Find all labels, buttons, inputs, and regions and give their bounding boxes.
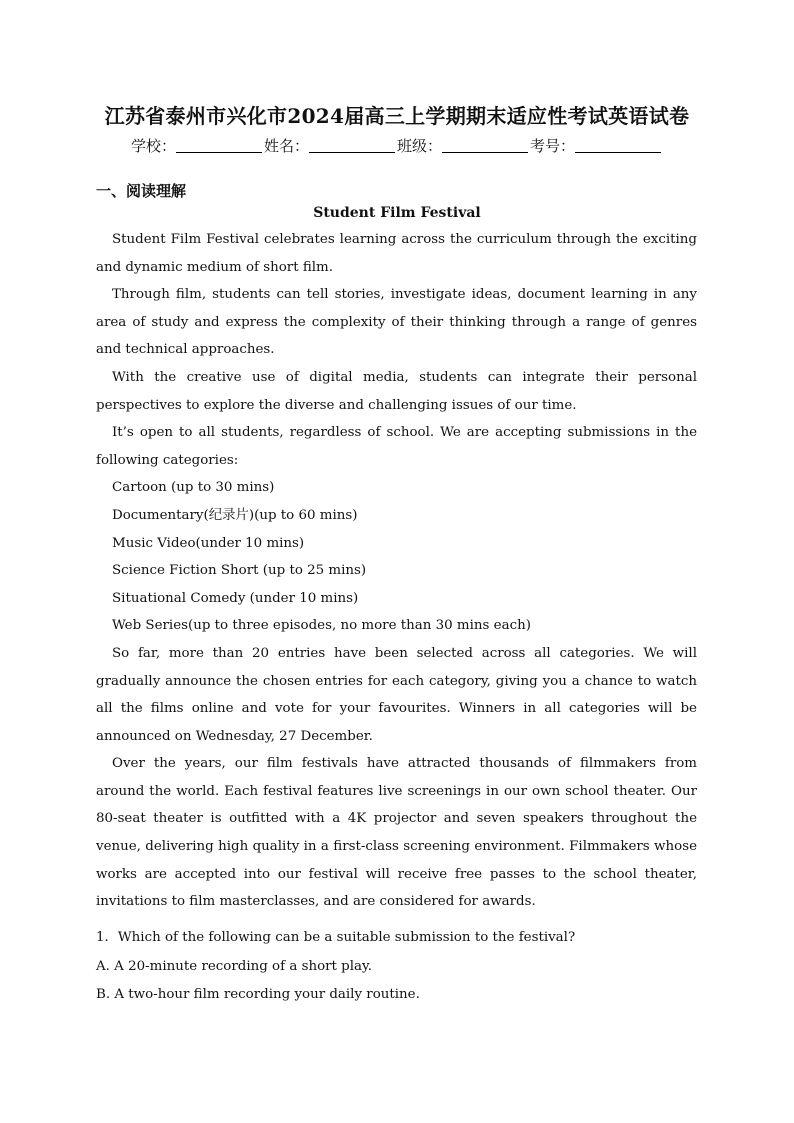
category-item: Documentary(纪录片)(up to 60 mins) (112, 507, 358, 523)
class-label: 班级： (397, 137, 443, 155)
category-item: Web Series(up to three episodes, no more than 30 mins each) (112, 618, 531, 634)
paragraph: Over the years, our film festivals have attracted thousands of filmmakers from around the world. Each festival features live screenings in our own school theater. Our 80-seat theater is outfitted with a 4K projector and seven speakers throughout the venue, delivering high quality in a first-class screening environment. Filmmakers whose works are accepted into our festival will receive free passes to the school theater, invitations to film masterclasses, and are considered for awards. (96, 756, 697, 910)
paragraph: With the creative use of digital media, students can integrate their personal perspectives to explore the diverse and challenging issues of our time. (96, 369, 697, 413)
option-b[interactable]: B. A two-hour film recording your daily routine. (96, 987, 420, 1002)
name-blank[interactable] (309, 138, 395, 153)
number-blank[interactable] (575, 138, 661, 153)
paragraph: Through film, students can tell stories, investigate ideas, document learning in any area of study and express the complexity of their thinking through a range of genres and technical approaches. (96, 287, 697, 358)
section-heading: 一、阅读理解 (96, 182, 187, 200)
passage-title: Student Film Festival (313, 205, 481, 221)
class-blank[interactable] (442, 138, 528, 153)
category-item: Science Fiction Short (up to 25 mins) (112, 563, 367, 579)
school-label: 学校： (130, 137, 176, 155)
student-info-line (0, 135, 794, 156)
paragraph: Student Film Festival celebrates learning across the curriculum through the exciting and dynamic medium of short film. (96, 232, 697, 275)
question-block (96, 924, 697, 1010)
school-blank[interactable] (176, 138, 262, 153)
question-stem: 1．Which of the following can be a suitable submission to the festival? (96, 930, 576, 945)
paragraph: So far, more than 20 entries have been selected across all categories. We will gradually announce the chosen entries for each category, giving you a chance to watch all the films online and vote for your favourites. Winners in all categories will be announced on Wednesday, 27 December. (96, 645, 697, 744)
category-item: Cartoon (up to 30 mins) (112, 480, 275, 496)
document-title: 江苏省泰州市兴化市2024届高三上学期期末适应性考试英语试卷 (104, 104, 690, 128)
name-label: 姓名： (263, 137, 309, 155)
category-item: Situational Comedy (under 10 mins) (112, 590, 359, 606)
option-a[interactable]: A. A 20-minute recording of a short play. (96, 958, 373, 974)
number-label: 考号： (530, 137, 576, 155)
passage-body (96, 226, 697, 916)
paragraph: It’s open to all students, regardless of school. We are accepting submissions in the following categories: (96, 425, 697, 468)
category-item: Music Video(under 10 mins) (112, 535, 305, 551)
